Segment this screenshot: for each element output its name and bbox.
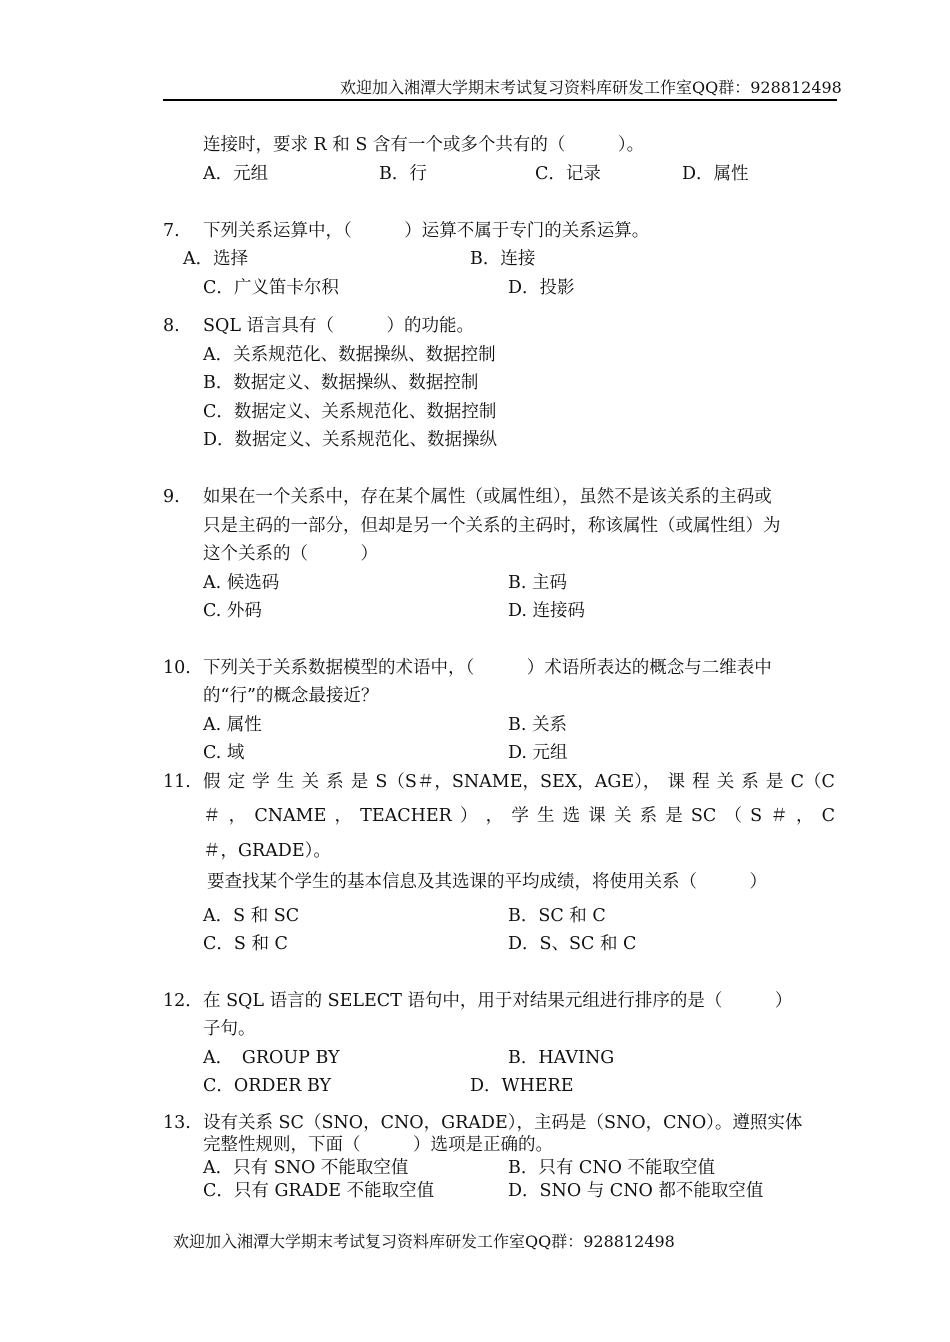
question-number: 13. bbox=[163, 1113, 191, 1133]
option-c: C. 域 bbox=[203, 743, 245, 763]
question-stem-line: 要查找某个学生的基本信息及其选课的平均成绩，将使用关系（ ） bbox=[207, 872, 767, 892]
question-number: 12． bbox=[163, 991, 203, 1011]
question-stem-line: 如果在一个关系中，存在某个属性（或属性组），虽然不是该关系的主码或 bbox=[203, 487, 772, 507]
option-c: C．只有 GRADE 不能取空值 bbox=[203, 1181, 435, 1201]
question-stem-line: 假 定 学 生 关 系 是 S（S＃，SNAME，SEX，AGE）， 课 程 关 系 是 C（C bbox=[203, 772, 835, 792]
question-number: 9. bbox=[163, 487, 180, 507]
option-d: D. 元组 bbox=[508, 743, 568, 763]
header-divider bbox=[163, 99, 837, 101]
page-footer: 欢迎加入湘潭大学期末考试复习资料库研发工作室QQ群：928812498 bbox=[173, 1232, 675, 1251]
question-number: 8. bbox=[163, 316, 180, 336]
option-a: A. 属性 bbox=[203, 715, 262, 735]
question-stem-line: 子句。 bbox=[203, 1019, 256, 1039]
option-c: C．数据定义、关系规范化、数据控制 bbox=[203, 402, 497, 422]
question-stem-line: 在 SQL 语言的 SELECT 语句中，用于对结果元组进行排序的是（ ） bbox=[203, 991, 793, 1011]
option-c: C．S 和 C bbox=[203, 934, 288, 954]
option-d: D．数据定义、关系规范化、数据操纵 bbox=[203, 430, 498, 450]
question-stem: 连接时，要求 R 和 S 含有一个或多个共有的（ ）。 bbox=[203, 135, 645, 155]
option-a: A．只有 SNO 不能取空值 bbox=[203, 1158, 409, 1178]
option-c: C．ORDER BY bbox=[203, 1076, 332, 1096]
option-c: C．记录 bbox=[535, 164, 601, 184]
option-b: B．SC 和 C bbox=[508, 906, 606, 926]
question-number: 7. bbox=[163, 221, 180, 241]
question-stem-line: 这个关系的（ ） bbox=[203, 544, 378, 564]
option-a: A．元组 bbox=[203, 164, 269, 184]
option-a: A． GROUP BY bbox=[203, 1048, 340, 1068]
option-d: D．SNO 与 CNO 都不能取空值 bbox=[508, 1181, 764, 1201]
option-a: A．S 和 SC bbox=[203, 906, 300, 926]
question-stem: 下列关系运算中，（ ）运算不属于专门的关系运算。 bbox=[203, 221, 650, 241]
option-a: A．选择 bbox=[183, 249, 249, 269]
option-d: D．S、SC 和 C bbox=[508, 934, 637, 954]
question-stem-line: 的“行”的概念最接近？ bbox=[203, 686, 379, 706]
option-a: A．关系规范化、数据操纵、数据控制 bbox=[203, 345, 496, 365]
option-b: B. 主码 bbox=[508, 573, 567, 593]
option-b: B．HAVING bbox=[508, 1048, 615, 1068]
page-header: 欢迎加入湘潭大学期末考试复习资料库研发工作室QQ群：928812498 bbox=[340, 78, 842, 97]
option-b: B．数据定义、数据操纵、数据控制 bbox=[203, 373, 479, 393]
question-number: 11. bbox=[163, 772, 191, 792]
question-stem-line: 只是主码的一部分，但却是另一个关系的主码时，称该属性（或属性组）为 bbox=[203, 516, 781, 536]
option-c: C．广义笛卡尔积 bbox=[203, 278, 339, 298]
question-number: 10. bbox=[163, 658, 191, 678]
option-b: B. 关系 bbox=[508, 715, 567, 735]
option-b: B．只有 CNO 不能取空值 bbox=[508, 1158, 716, 1178]
option-b: B．行 bbox=[379, 164, 427, 184]
option-d: D．WHERE bbox=[470, 1076, 574, 1096]
option-c: C. 外码 bbox=[203, 601, 262, 621]
question-stem-line: ＃ ， CNAME ， TEACHER ） ， 学 生 选 课 关 系 是 SC （ S ＃ ， C bbox=[203, 806, 835, 826]
option-b: B．连接 bbox=[470, 249, 536, 269]
option-d: D．属性 bbox=[682, 164, 749, 184]
option-d: D．投影 bbox=[508, 278, 575, 298]
question-stem-line: 设有关系 SC（SNO，CNO，GRADE），主码是（SNO，CNO）。遵照实体 bbox=[203, 1113, 803, 1133]
option-d: D. 连接码 bbox=[508, 601, 586, 621]
question-stem-line: 下列关于关系数据模型的术语中，（ ）术语所表达的概念与二维表中 bbox=[203, 658, 772, 678]
option-a: A. 候选码 bbox=[203, 573, 280, 593]
question-stem-line: ＃，GRADE）。 bbox=[203, 841, 331, 861]
question-stem: SQL 语言具有（ ）的功能。 bbox=[203, 316, 475, 336]
question-stem-line: 完整性规则，下面（ ）选项是正确的。 bbox=[203, 1135, 553, 1155]
